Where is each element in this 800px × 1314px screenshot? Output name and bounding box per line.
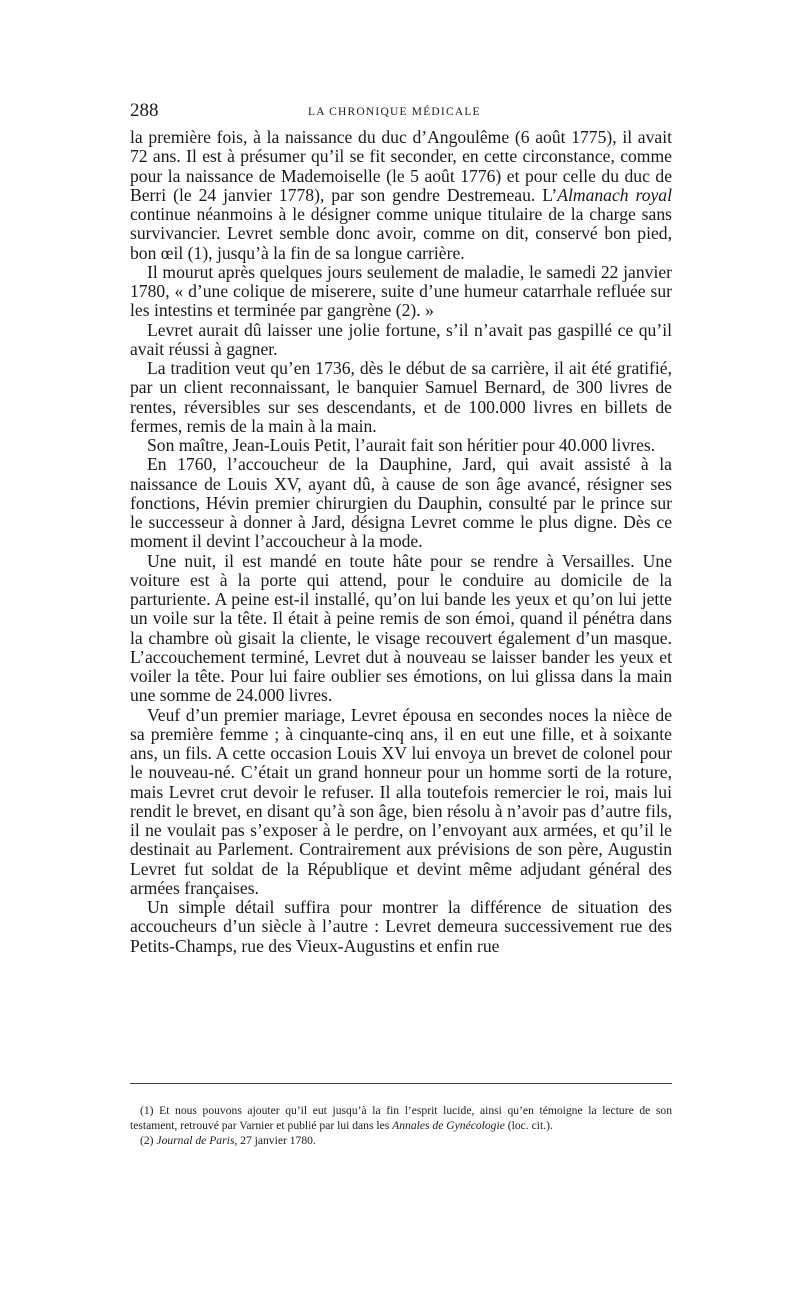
footnote	[130, 1133, 672, 1148]
text-run: la première fois, à la naissance du duc d’Angoulême (6 août 1775), il avait 72 ans. Il est à présumer qu’il se fit seconder, en cette circonstance, comme pour la naissance de Mademoiselle (le 5 août 1776) et pour celle du duc de Berri (le 24 janvier 1778), par son gendre Destremeau. L’	[130, 127, 672, 205]
italic-title: Annales de Gynécologie	[392, 1119, 505, 1132]
paragraph	[130, 359, 672, 436]
page-header	[130, 100, 672, 124]
text-run: Son maître, Jean-Louis Petit, l’aurait fait son héritier pour 40.000 livres.	[147, 435, 656, 455]
text-run: La tradition veut qu’en 1736, dès le début de sa carrière, il ait été gratifié, par un client reconnaissant, le banquier Samuel Bernard, de 300 livres de rentes, réversibles sur ses descendants, et de 100.000 livres en billets de fermes, remis de la main à la main.	[130, 358, 672, 436]
text-run: continue néanmoins à le désigner comme unique titulaire de la charge sans survivancier. Levret semble donc avoir, comme on dit, conservé bon pied, bon œil (1), jusqu’à la fin de sa longue carrière.	[130, 204, 672, 263]
paragraph	[130, 436, 672, 455]
text-run: (1) Et nous pouvons ajouter qu’il eut jusqu’à la fin l’esprit lucide, ainsi qu’en témoigne la lecture de son testament, retrouvé par Varnier et publié par lui dans les	[130, 1104, 672, 1132]
italic-title: Almanach royal	[557, 184, 672, 205]
running-title: LA CHRONIQUE MÉDICALE	[308, 106, 481, 118]
paragraph	[130, 706, 672, 899]
body-text	[130, 128, 672, 956]
paragraph	[130, 552, 672, 706]
text-run: , 27 janvier 1780.	[234, 1134, 316, 1147]
paragraph	[130, 321, 672, 360]
footnotes	[130, 1103, 672, 1148]
footnote	[130, 1103, 672, 1133]
text-run: Une nuit, il est mandé en toute hâte pour se rendre à Versailles. Une voiture est à la porte qui attend, pour le conduire au domicile de la parturiente. A peine est-il installé, qu’on lui bande les yeux et qu’on lui jette un voile sur la tête. Il était à peine remis de son émoi, quand il pénétra dans la chambre où gisait la cliente, le visage recouvert également d’un masque. L’accouchement terminé, Levret dut à nouveau se laisser bander les yeux et voiler la tête. Pour lui faire oublier ses émotions, on lui glissa dans la main une somme de 24.000 livres.	[130, 550, 672, 706]
text-run: (loc. cit.).	[504, 1119, 553, 1132]
italic-title: Journal de Paris	[156, 1134, 235, 1147]
paragraph	[130, 455, 672, 551]
paragraph	[130, 128, 672, 263]
text-run: Veuf d’un premier mariage, Levret épousa en secondes noces la nièce de sa première femme ; à cinquante-cinq ans, il en eut une fille, et à soixante ans, un fils. A cette occasion Louis XV lui envoya un brevet de colonel pour le nouveau-né. C’était un grand honneur pour un homme sorti de la roture, mais Levret crut devoir le refuser. Il alla toutefois remercier le roi, mais lui rendit le brevet, en disant qu’à son âge, bien résolu à n’avoir pas d’autre fils, il ne voulait pas s’exposer à le perdre, on l’envoyant aux armées, et qu’il le destinait au Parlement. Contrairement aux prévisions de son père, Augustin Levret fut soldat de la République et devint même adjudant général des armées françaises.	[130, 704, 672, 898]
text-run: Un simple détail suffira pour montrer la différence de situation des accoucheurs d’un siècle à l’autre : Levret demeura successivement rue des Petits-Champs, rue des Vieux-Augustins et enfin rue	[130, 897, 672, 956]
text-run: Il mourut après quelques jours seulement de maladie, le samedi 22 janvier 1780, « d’une colique de miserere, suite d’une humeur catarrhale refluée sur les intestins et terminée par gangrène (2). »	[130, 261, 672, 321]
footnote-separator	[130, 1083, 672, 1084]
text-run: (2)	[140, 1134, 157, 1147]
page-number: 288	[130, 100, 159, 121]
text-run: Levret aurait dû laisser une jolie fortune, s’il n’avait pas gaspillé ce qu’il avait réussi à gagner.	[130, 319, 672, 359]
text-run: En 1760, l’accoucheur de la Dauphine, Jard, qui avait assisté à la naissance de Louis XV, ayant dû, à cause de son âge avancé, résigner ses fonctions, Hévin premier chirurgien du Dauphin, consulté par le prince sur le successeur à donner à Jard, désigna Levret comme le plus digne. Dès ce moment il devint l’accoucheur à la mode.	[130, 454, 672, 552]
paragraph	[130, 898, 672, 956]
paragraph	[130, 263, 672, 321]
